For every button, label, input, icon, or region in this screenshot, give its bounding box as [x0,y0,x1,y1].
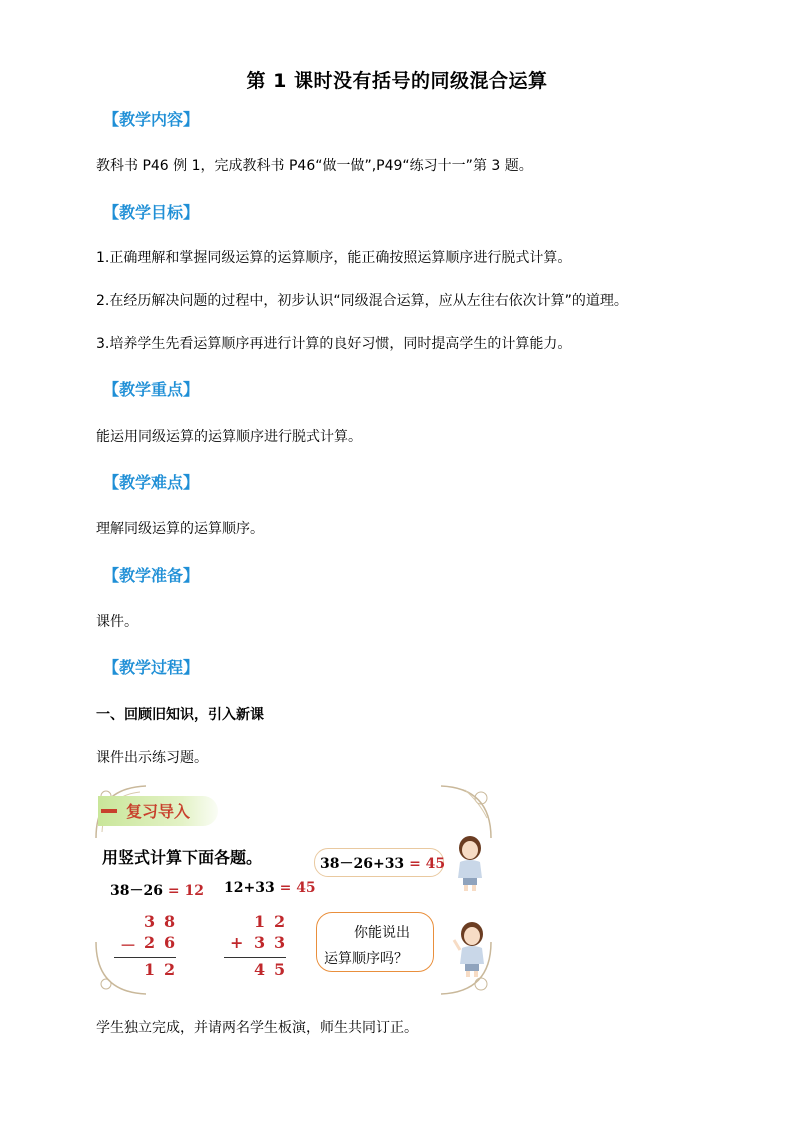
equals-sign: = [409,856,421,872]
teacher-figure-icon [450,834,490,892]
bubble-question-line-2: 运算顺序吗？ [324,951,408,967]
vertical-calc-1 [110,912,174,981]
tag-label: 复习导入 [126,802,191,821]
equation-expression: 38－26 [110,883,163,899]
digit: 5 [274,960,286,979]
digit: 2 [144,933,156,952]
section-heading-process: 【教学过程】 [103,658,200,677]
bubble-result: 45 [425,856,446,872]
digit: 8 [164,912,176,931]
key-text: 能运用同级运算的运算顺序进行脱式计算。 [96,429,362,445]
digit: 2 [274,912,286,931]
content-text: 教科书 P46 例 1，完成教科书 P46“做一做”,P49“练习十一”第 3 题。 [96,158,533,174]
step1-title: 一、回顾旧知识，引入新课 [96,707,264,723]
equals-sign: = [279,880,292,896]
review-illustration [92,782,495,998]
digit: 3 [274,933,286,952]
digit: 2 [164,960,176,979]
section-heading-content: 【教学内容】 [103,110,200,129]
section-heading-goals: 【教学目标】 [103,203,200,222]
instruction-text: 用竖式计算下面各题。 [102,848,263,867]
goal-item-1: 1.正确理解和掌握同级运算的运算顺序，能正确按照运算顺序进行脱式计算。 [96,250,572,266]
operator: + [230,933,244,952]
equation-result: 12 [184,883,204,899]
section-heading-prep: 【教学准备】 [103,566,200,585]
digit: 1 [254,912,266,931]
equation-1 [110,880,204,900]
after-text: 学生独立完成，并请两名学生板演，师生共同订正。 [96,1020,418,1036]
goal-item-3: 3.培养学生先看运算顺序再进行计算的良好习惯，同时提高学生的计算能力。 [96,336,572,352]
equals-sign: = [167,883,180,899]
tag-dash-icon [101,809,117,813]
bubble-expression [320,853,445,873]
step1-text: 课件出示练习题。 [96,750,208,766]
equation-result: 45 [296,880,316,896]
digit: 4 [254,960,266,979]
digit: 1 [144,960,156,979]
divider-line [114,957,176,958]
bubble-question-line-1: 你能说出 [354,925,410,941]
divider-line [224,957,286,958]
section-heading-difficulty: 【教学难点】 [103,473,200,492]
section-heading-key: 【教学重点】 [103,380,200,399]
difficulty-text: 理解同级运算的运算顺序。 [96,521,264,537]
goal-item-2: 2.在经历解决问题的过程中，初步认识“同级混合运算，应从左往右依次计算”的道理。 [96,293,628,309]
teacher-figure-icon [452,920,492,978]
corner-ornament-icon [435,782,495,842]
digit: 3 [254,933,266,952]
prep-text: 课件。 [96,614,138,630]
operator: － [120,936,137,955]
vertical-calc-2 [220,912,284,981]
bubble-expression-text: 38－26+33 [320,856,405,872]
digit: 3 [144,912,156,931]
equation-2 [224,880,316,896]
equation-expression: 12+33 [224,880,275,896]
digit: 6 [164,933,176,952]
page-title: 第 1 课时没有括号的同级混合运算 [246,70,548,92]
